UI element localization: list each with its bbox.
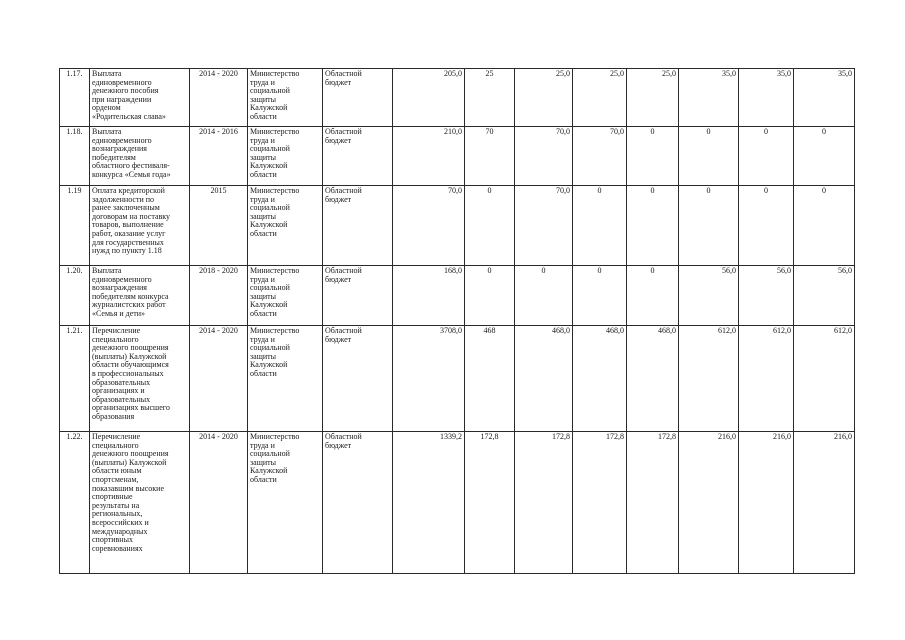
value-total: 1339,2 xyxy=(393,432,465,574)
value-2017: 0 xyxy=(627,186,679,266)
value-2016: 172,8 xyxy=(573,432,627,574)
value-2016: 468,0 xyxy=(573,326,627,432)
executor: Министерство труда и социальной защиты Калужской области xyxy=(248,186,323,266)
value-2018: 0 xyxy=(679,186,739,266)
value-2014: 468 xyxy=(465,326,515,432)
value-2020: 216,0 xyxy=(794,432,855,574)
row-number: 1.19 xyxy=(60,186,90,266)
value-total: 205,0 xyxy=(393,69,465,127)
table-row xyxy=(60,326,855,432)
value-2017: 0 xyxy=(627,266,679,326)
measure-name: Оплата кредиторской задолженности по ранее заключенным договорам на поставку товаров, выполнение работ, оказание услуг для государственных нужд по пункту 1.18 xyxy=(90,186,190,266)
value-2019: 0 xyxy=(739,186,794,266)
implementation-years: 2014 - 2016 xyxy=(190,127,248,186)
executor: Министерство труда и социальной защиты Калужской области xyxy=(248,69,323,127)
measure-name: Выплата единовременного денежного пособия при награждении орденом «Родительская слава» xyxy=(90,69,190,127)
value-2018: 0 xyxy=(679,127,739,186)
row-number: 1.18. xyxy=(60,127,90,186)
funding-source: Областной бюджет xyxy=(323,127,393,186)
funding-source: Областной бюджет xyxy=(323,326,393,432)
implementation-years: 2014 - 2020 xyxy=(190,432,248,574)
value-2019: 612,0 xyxy=(739,326,794,432)
value-2016: 0 xyxy=(573,266,627,326)
value-2020: 0 xyxy=(794,186,855,266)
value-total: 3708,0 xyxy=(393,326,465,432)
value-2014: 70 xyxy=(465,127,515,186)
value-2018: 612,0 xyxy=(679,326,739,432)
table-row xyxy=(60,186,855,266)
funding-source: Областной бюджет xyxy=(323,432,393,574)
value-2015: 0 xyxy=(515,266,573,326)
program-measures-table xyxy=(59,68,855,574)
implementation-years: 2014 - 2020 xyxy=(190,69,248,127)
value-2018: 216,0 xyxy=(679,432,739,574)
value-2016: 0 xyxy=(573,186,627,266)
measure-name: Перечисление специального денежного поощрения (выплаты) Калужской области обучающимся в профессиональных образовательных организациях и образовательных организациях высшего образования xyxy=(90,326,190,432)
value-2015: 468,0 xyxy=(515,326,573,432)
value-2018: 35,0 xyxy=(679,69,739,127)
measure-name: Выплата единовременного вознаграждения победителям областного фестиваля- конкурса «Семья года» xyxy=(90,127,190,186)
implementation-years: 2015 xyxy=(190,186,248,266)
row-number: 1.20. xyxy=(60,266,90,326)
executor: Министерство труда и социальной защиты Калужской области xyxy=(248,266,323,326)
funding-source: Областной бюджет xyxy=(323,266,393,326)
value-2020: 0 xyxy=(794,127,855,186)
row-number: 1.17. xyxy=(60,69,90,127)
value-2017: 25,0 xyxy=(627,69,679,127)
value-2020: 35,0 xyxy=(794,69,855,127)
table-row xyxy=(60,69,855,127)
row-number: 1.22. xyxy=(60,432,90,574)
value-2018: 56,0 xyxy=(679,266,739,326)
funding-source: Областной бюджет xyxy=(323,69,393,127)
value-2017: 0 xyxy=(627,127,679,186)
value-2017: 468,0 xyxy=(627,326,679,432)
value-2015: 70,0 xyxy=(515,186,573,266)
value-total: 210,0 xyxy=(393,127,465,186)
value-2014: 172,8 xyxy=(465,432,515,574)
value-2015: 25,0 xyxy=(515,69,573,127)
implementation-years: 2014 - 2020 xyxy=(190,326,248,432)
value-2014: 0 xyxy=(465,186,515,266)
executor: Министерство труда и социальной защиты Калужской области xyxy=(248,127,323,186)
value-2016: 70,0 xyxy=(573,127,627,186)
table-row xyxy=(60,266,855,326)
row-number: 1.21. xyxy=(60,326,90,432)
value-2015: 70,0 xyxy=(515,127,573,186)
value-2020: 56,0 xyxy=(794,266,855,326)
value-2019: 56,0 xyxy=(739,266,794,326)
implementation-years: 2018 - 2020 xyxy=(190,266,248,326)
value-2015: 172,8 xyxy=(515,432,573,574)
value-2017: 172,8 xyxy=(627,432,679,574)
value-total: 70,0 xyxy=(393,186,465,266)
value-2014: 25 xyxy=(465,69,515,127)
value-2020: 612,0 xyxy=(794,326,855,432)
measure-name: Перечисление специального денежного поощрения (выплаты) Калужской области юным спортсменам, показавшим высокие спортивные результаты на региональных, всероссийских и международных спортивных соревнованиях xyxy=(90,432,190,574)
value-2014: 0 xyxy=(465,266,515,326)
value-2019: 35,0 xyxy=(739,69,794,127)
value-2016: 25,0 xyxy=(573,69,627,127)
table-row xyxy=(60,432,855,574)
funding-source: Областной бюджет xyxy=(323,186,393,266)
value-total: 168,0 xyxy=(393,266,465,326)
measure-name: Выплата единовременного вознаграждения победителям конкурса журналистских работ «Семья и дети» xyxy=(90,266,190,326)
value-2019: 216,0 xyxy=(739,432,794,574)
executor: Министерство труда и социальной защиты Калужской области xyxy=(248,432,323,574)
table-row xyxy=(60,127,855,186)
executor: Министерство труда и социальной защиты Калужской области xyxy=(248,326,323,432)
value-2019: 0 xyxy=(739,127,794,186)
